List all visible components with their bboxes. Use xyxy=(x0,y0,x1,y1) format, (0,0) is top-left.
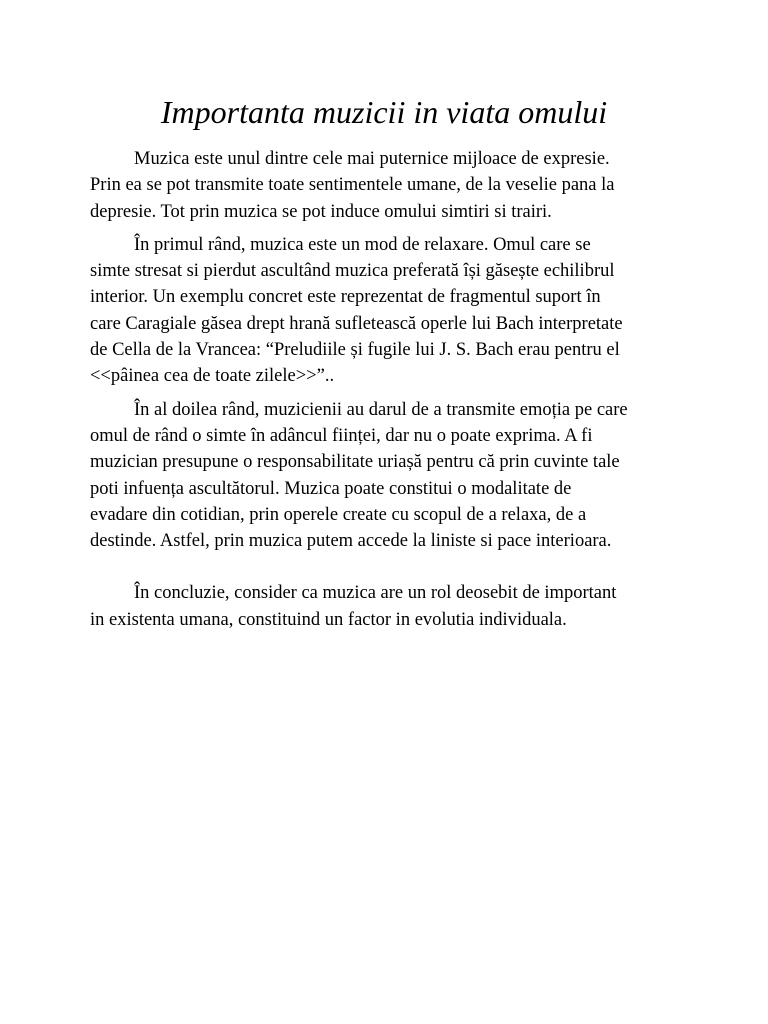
paragraph-4 xyxy=(90,580,680,633)
paragraph-1 xyxy=(90,146,680,225)
paragraph-line: interior. Un exemplu concret este reprezentat de fragmentul suport în xyxy=(90,287,601,308)
paragraph-line: Muzica este unul dintre cele mai puternice mijloace de expresie. xyxy=(134,149,610,169)
document-title: Importanta muzicii in viata omului xyxy=(160,94,608,130)
document-body xyxy=(90,146,680,633)
paragraph-line: Prin ea se pot transmite toate sentimentele umane, de la veselie pana la xyxy=(90,175,615,196)
paragraph-line: destinde. Astfel, prin muzica putem accede la liniste si pace interioara. xyxy=(90,531,612,552)
paragraph-line: de Cella de la Vrancea: “Preludiile și fugile lui J. S. Bach erau pentru el xyxy=(90,340,620,361)
paragraph-line: depresie. Tot prin muzica se pot induce omului simtiri si trairi. xyxy=(90,201,552,222)
paragraph-line: poti infuența ascultătorul. Muzica poate constitui o modalitate de xyxy=(90,478,572,499)
paragraph-line: În primul rând, muzica este un mod de relaxare. Omul care se xyxy=(134,234,591,255)
paragraph-line: evadare din cotidian, prin operele create cu scopul de a relaxa, de a xyxy=(90,504,587,525)
paragraph-line: omul de rând o simte în adâncul ființei, dar nu o poate exprima. A fi xyxy=(90,425,593,446)
paragraph-line: <<pâinea cea de toate zilele>>”.. xyxy=(90,366,335,387)
paragraph-line: care Caragiale găsea drept hrană sufletească operle lui Bach interpretate xyxy=(90,313,623,334)
paragraph-line: muzician presupune o responsabilitate uriașă pentru că prin cuvinte tale xyxy=(90,452,620,473)
paragraph-3 xyxy=(90,397,680,555)
paragraph-line: În al doilea rând, muzicienii au darul de a transmite emoția pe care xyxy=(134,399,628,420)
paragraph-line: În concluzie, consider ca muzica are un rol deosebit de important xyxy=(134,583,617,604)
paragraph-line: in existenta umana, constituind un factor in evolutia individuala. xyxy=(90,609,567,630)
paragraph-line: simte stresat si pierdut ascultând muzica preferată își găsește echilibrul xyxy=(90,261,615,282)
paragraph-2 xyxy=(90,232,680,390)
